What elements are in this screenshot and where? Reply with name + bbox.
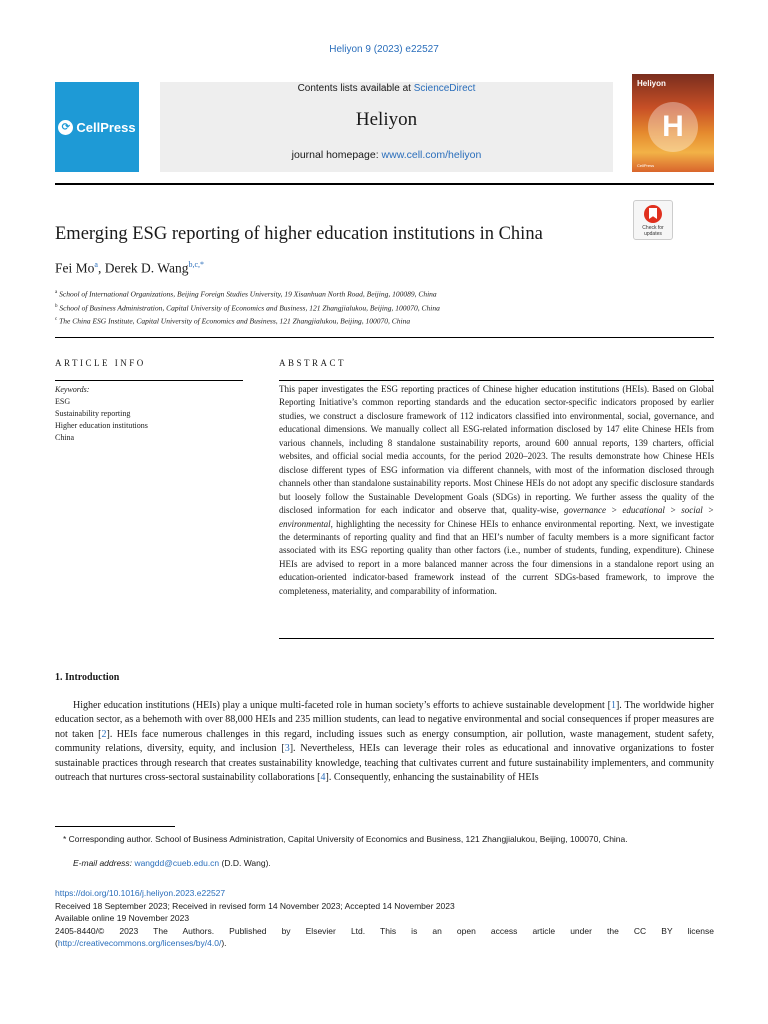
- cover-letter: H: [648, 102, 698, 152]
- reference-link[interactable]: 2: [101, 728, 107, 740]
- journal-homepage: journal homepage: www.cell.com/heliyon: [291, 149, 482, 161]
- quality-order: governance > educational > social > environmental: [279, 505, 714, 529]
- abstract-heading: ABSTRACT: [279, 358, 347, 368]
- affiliation-item: $^a$ School of International Organizations, Beijing Foreign Studies University, 19 Xisanhuan North Road, Beijing, 100089, China: [55, 289, 437, 299]
- check-for-updates-button[interactable]: [633, 200, 673, 240]
- journal-banner: [160, 82, 613, 172]
- keyword-item: China: [55, 433, 75, 442]
- keywords-label: Keywords:: [55, 385, 90, 394]
- cellpress-logo: [55, 82, 139, 172]
- check-updates-label: Check for updates: [642, 225, 664, 237]
- homepage-link[interactable]: www.cell.com/heliyon: [381, 149, 482, 161]
- cover-footer: CellPress: [637, 163, 655, 168]
- abstract-text: This paper investigates the ESG reporting practices of Chinese higher education institutions (HEIs). Based on Global Reporting Initiative’s common reporting standards and the education sector-specific indicators proposed by earlier studies, we construct a disclosure framework of 112 indicators classified into environmental, social, governance, and educational dimensions. We manually collect all ESG-related information disclosed by 147 elite Chinese HEIs from various channels, including 8 standalone sustainability reports, around 600 annual reports, 139 charters, official websites, and official social media accounts, for the period 2020–2023. The results demonstrate how Chinese HEIs disclose different types of ESG information via different channels, with most of the information disclosed through channels other than standalone sustainability reports. Most Chinese HEIs do not adopt any specific disclosure standards but loosely follow the Sustainable Development Goals (SDGs) in reporting. We further assess the quality of the disclosed information for each indicator and observe that, quality-wise, governance > educational > social > environmental, highlighting the necessity for Chinese HEIs to enhance environmental reporting. Next, we investigate the determinants of reporting quality and find that an HEI’s number of faculty members is a more significant factor associated with its ESG reporting quality than other factors (i.e., number of students, funding, expenditure). Chinese HEIs are advised to report in a more balanced manner across the four dimensions in a standalone report using an education-oriented indicator-based framework instead of the current SDGs-based framework, to improve the completeness, materiality, and comparability of information.: [279, 384, 714, 596]
- introduction-heading: 1. Introduction: [55, 672, 120, 683]
- received-dates: Received 18 September 2023; Received in revised form 14 November 2023; Accepted 14 November 2023: [55, 900, 455, 911]
- author-name[interactable]: Fei Mo: [55, 260, 95, 276]
- email-label: E-mail address:: [73, 858, 133, 868]
- corresponding-author-note: * Corresponding author. School of Business Administration, Capital University of Economics and Business, 121 Zhangjialukou, Beijing, 100070, China.: [63, 834, 628, 844]
- article-title: Emerging ESG reporting of higher education institutions in China: [55, 224, 543, 244]
- footnote-divider: [55, 826, 175, 827]
- article-info-heading: ARTICLE INFO: [55, 358, 146, 368]
- abstract-divider: [279, 380, 714, 381]
- section-divider: [55, 337, 714, 338]
- keyword-item: Higher education institutions: [55, 421, 148, 430]
- affiliation-item: $^b$ School of Business Administration, Capital University of Economics and Business, 121 Zhangjialukou, Beijing, 100070, China: [55, 303, 440, 312]
- journal-name: Heliyon: [355, 109, 418, 130]
- keyword-item: ESG: [55, 397, 71, 406]
- keywords-block: [55, 384, 245, 444]
- cover-title: Heliyon: [637, 79, 666, 88]
- affiliation-list: [55, 287, 715, 328]
- email-link[interactable]: wangdd@cueb.edu.cn: [134, 858, 220, 868]
- keyword-item: Sustainability reporting: [55, 409, 131, 418]
- introduction-paragraph: Higher education institutions (HEIs) play a unique multi-faceted role in human society’s efforts to achieve sustainable development [1]. The worldwide higher education sector, as a behemoth with over 88,000 HEIs and 235 million students, can lead to negative environmental and social consequences if proper measures are not taken [2]. HEIs face numerous challenges in this regard, including issues such as energy consumption, air pollution, waste management, student safety, community relations, diversity, equity, and inclusion [3]. Nevertheless, HEIs can leverage their roles as educational and innovative organizations to foster sustainable practices through research that creates sustainability knowledge, teaching that cultivates current and future sustainability implementers, and community outreach that nurtures cross-sectoral sustainability collaborations [4]. Consequently, enhancing the sustainability of HEIs: [55, 700, 715, 784]
- license-url-line: (http://creativecommons.org/licenses/by/4.0/).: [55, 938, 227, 949]
- journal-citation[interactable]: Heliyon 9 (2023) e22527: [329, 44, 439, 55]
- cellpress-mark-icon: ⟳: [58, 120, 73, 135]
- author-list: Fei Mo$^a$, Derek D. Wang$^{b,c,*}$: [55, 260, 205, 276]
- reference-link[interactable]: 3: [284, 743, 290, 755]
- author-affiliation-mark[interactable]: a: [94, 260, 98, 269]
- abstract-end-divider: [279, 638, 714, 639]
- article-metadata: [55, 887, 714, 950]
- doi-link[interactable]: https://doi.org/10.1016/j.heliyon.2023.e22527: [55, 888, 226, 898]
- author-affiliation-mark[interactable]: b,c,*: [188, 260, 205, 269]
- reference-link[interactable]: 4: [320, 772, 326, 784]
- bookmark-icon: [644, 205, 662, 223]
- license-statement: 2405-8440/© 2023 The Authors. Published by Elsevier Ltd. This is an open access article under the CC BY license: [55, 925, 714, 936]
- journal-cover-image[interactable]: [632, 74, 714, 172]
- available-online: Available online 19 November 2023: [55, 913, 190, 924]
- publisher-logo-text: CellPress: [76, 119, 136, 135]
- article-info-divider: [55, 380, 243, 381]
- sciencedirect-link[interactable]: ScienceDirect: [413, 83, 476, 94]
- reference-link[interactable]: 1: [610, 700, 616, 711]
- email-line: E-mail address: wangdd@cueb.edu.cn (D.D. Wang).: [73, 858, 271, 868]
- author-name[interactable]: Derek D. Wang: [104, 260, 189, 276]
- contents-line: Contents lists available at ScienceDirect: [297, 83, 476, 94]
- affiliation-item: $^c$ The China ESG Institute, Capital University of Economics and Business, 121 Zhangjialukou, Beijing, 100070, China: [55, 316, 411, 326]
- license-link[interactable]: http://creativecommons.org/licenses/by/4.0/: [57, 938, 222, 949]
- header-divider: [55, 183, 714, 185]
